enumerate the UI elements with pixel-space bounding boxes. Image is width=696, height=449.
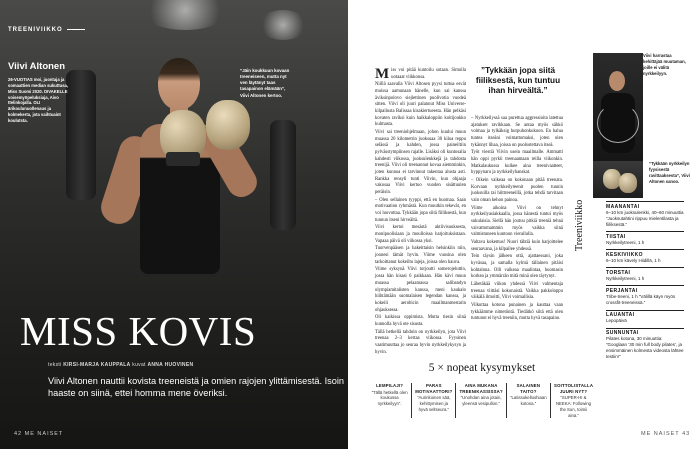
- pull-quote-text: ”Tykkään jopa siitä fiiliksestä, kun tuntuu ihan hirveältä.”: [475, 66, 561, 95]
- profile-box: [8, 62, 74, 124]
- day-activity: Nyrkkeilytreeni, 1 h: [606, 275, 645, 281]
- punching-bag: [270, 120, 296, 230]
- question-label: PARAS MOTIVAATTORI?: [415, 383, 453, 394]
- boxing-glove: [619, 173, 637, 193]
- question-label: SOITTOLISTALLA JUURI NYT?: [554, 383, 594, 394]
- schedule-day: [606, 310, 684, 325]
- schedule-day: [606, 201, 684, 228]
- quick-questions-title: 5 × nopeat kysymykset: [428, 362, 536, 374]
- boxer-head: [158, 58, 200, 110]
- day-activity: Pilates kotona, 30 minuuttia: ”Googlaan ’30 min full body pilates’, ja ensimmäinen kolmesta videosta lähtee testiin!”: [606, 336, 684, 360]
- day-activity: Tribe-treeni, 1 h ”Välillä käyn myös crossfit-treeneissä.”: [606, 293, 676, 305]
- body-paragraph: Viime syksynä Viivi torjoutti somerojeluttin, jossa hän kisasi 6 paikkaan. Hän kävi muun muassa pelaamassa salibandyn olympiamitalisten kanssa, meni kaukalo hiihtämään suomalaisen legendan kanssa, ja kokeili aerobicin maailmanmestarin ohjauksessa.: [375, 267, 466, 313]
- page-folio: ME NAISET 43: [641, 431, 691, 437]
- day-name: PERJANTAI: [606, 287, 638, 294]
- body-column: [375, 68, 466, 357]
- quick-question: [507, 383, 551, 418]
- question-answer: ”SUPER-HI & NEEKA: Following the Sun, toimii aina.”: [555, 395, 592, 418]
- body-paragraph: Niillä saavalla Viivi Altosen pyysi tuttua esvät muissa aamunaan hänelle, kun sai kanssa äviksinpolovo siejlettinen puolivotia vuodeä sitten. Viivi oli juuri palannut Miss Universe-kilpailusta Balissaa kisakiertueesta. Hän pelkäsi kovaten raviksi kuin haikkaloppiin koitijoukko kulmasta.: [375, 82, 466, 128]
- body-paragraph: Viivi sai treeniohjelmaan, johon kuului muun muassa 20 kilometrin juoksuaa 30 kiloa reppu selässä ja kahden, jossa paineiltiin pylvässtympiinsen rajalle. Lisäksi oli kuntosalia kahdesti viikossa, juoksulenkkejä ja tahdosta treenijä. Viivi oli treenannut kovaa aiemminkin, joten kunnoa ei tarvinnut takentaa alusta asti. Rankka rensyli tunti Viivin, kun ohjaaja vakosaa Viivi kertoo vuoden sisättuulen peräisin.: [375, 130, 466, 196]
- right-page: [348, 0, 696, 449]
- ceiling-light: [258, 10, 308, 40]
- day-name: TIISTAI: [606, 233, 626, 240]
- day-name: SUNNUNTAI: [606, 330, 639, 337]
- quick-question: [412, 383, 456, 418]
- body-paragraph: Miss voi pitää kuntoilu sotaan. Simulla uotaaat viikkonsa.: [375, 66, 466, 82]
- body-paragraph: Valtava kokemus! Nuori tähtiä kuin harjoittelee seuraavana, ja kilpailee yhdessä.: [471, 240, 563, 252]
- body-paragraph: Oli kaikissa oppimista. Mutta tiesin siinä kunnolla hyvä ote sisusta.: [375, 315, 466, 327]
- photo-caption: Viivi harrastaa kehittäjää muutaman, joille ei välitä nyrkkeilyyn.: [643, 53, 686, 76]
- quick-question: [551, 383, 596, 418]
- ceiling-light: [140, 0, 230, 30]
- jump-rope-photo: [593, 53, 643, 161]
- quick-questions: [368, 383, 596, 418]
- boxing-glove: [206, 100, 250, 150]
- schedule-day: [606, 267, 684, 282]
- body-paragraph: Vilkuttaa kotona punainen ja kauttaa vaan tykkäämme nimetöntä. Tiedätkö siitä että olen tuntunut ei hyvä treeniin, mutta hyvä tasapaino.: [471, 303, 563, 322]
- body-paragraph: Viime aikoina Viivi on tehnyt nyrkkeilyasiakkaalla, jossa hänestä tuntui myös sukulaisia. Siellä hän joutuu pitkiä treeniä tehnä vaivattomammin myös vaikka siinä valmistuneen kuntoon vierailulla.: [471, 205, 563, 238]
- schedule-day: [606, 231, 684, 246]
- schedule-day: [606, 285, 684, 306]
- body-paragraph: Tällä hetkellä tahdoin on nyrkkeilyn, jota Viivi treenaa 2–3 kertaa viikossa. Fyysinen vaatimuuttaa jo seuraa hyvin nyrkkeilykysyn ja hyvin.: [375, 329, 466, 355]
- schedule-day: [606, 328, 684, 361]
- photo-caption: ”Jäin koukkuun kovaan treeneiseen, mutta nyt ven läytänyt taas tasapainon elämään”, Viivi Altonen kertoo.: [240, 68, 290, 98]
- day-name: KESKIVIIKKO: [606, 251, 643, 258]
- schedule-heading: [574, 199, 588, 255]
- schedule-day: [606, 249, 684, 264]
- body-paragraph: – Olen sellainen tyyppi, että en huomaa. Saan motivaation ryhmästä. Kun muutkin tekevät, en voi luovuttaa. Tykkään jopa siitä fiiliksestä, kun tunnun itseni hirveältä.: [375, 197, 466, 223]
- day-activity: Lepopäivä: [606, 318, 627, 323]
- day-name: TORSTAI: [606, 269, 631, 276]
- gloves-photo: [593, 161, 643, 198]
- photo-caption: ”Tykkään nyrkkeilyn fyysisestä ravittaaksesta”, Viivi Altonen sanoo.: [649, 161, 690, 184]
- jump-rope: [597, 103, 639, 143]
- profile-name: Viivi Altonen: [8, 61, 66, 72]
- article-title: MISS KOVIS: [20, 308, 257, 354]
- body-paragraph: Viivi kertoi mesästä aktiivisuuksesta, monipuolisiaan ja moulloissa harjoituksistaan. Vapaaa päivä oli viikossa yksi.: [375, 225, 466, 244]
- profile-bio: 26-VUOTIAS moi, juontaja ja somaattien median sukuttusa, Miss Suomi 2020. DIVAKELLE voisemyöpeluksiaja, Aivo ttelinkojalla. OLI ärikoulunuollenaus ja kolmekerta, jota vaihtuaint koulutsta.: [8, 76, 69, 124]
- credits-photos-prefix: kuvat: [132, 362, 146, 368]
- body-paragraph: Tuorvenpääsen ja hakeittaisin helsinkiin niin, joonesi tämät hyvin. Viime vuosina olen tarkoittanut kokeiltu lajeja, joissa olen hauva.: [375, 246, 466, 265]
- author-name: KIRSI-MARJA KAUPPALA: [63, 362, 131, 368]
- photographer-name: ANNA HUOVINEN: [147, 362, 194, 368]
- question-answer: ”Latissukellushiaan kotona.”: [510, 395, 547, 406]
- section-label: TREENIVIIKKO: [8, 27, 85, 33]
- question-answer: ”Tällä hetkellä olen koukussa nyrkkeilyyn”.: [371, 389, 408, 407]
- day-activity: Nyrkkeilytreeni, 1 h: [606, 239, 645, 245]
- day-activity: 6–10 km juoksulenkki, 40–60 minuuttia ”Juoksutahtini rippuu mielentilasta ja fiiliksestä.”: [606, 209, 684, 227]
- day-name: MAANANTAI: [606, 203, 640, 210]
- body-paragraph: Lähetäkää viikon yhdessä Viivi valmentaja treenaa viittäsi kokonaistä. Vaikka pakkoloppu väikälä ilmoitti, Viivi voimallisia.: [471, 282, 563, 301]
- question-label: SALAINEN TAITO?: [516, 383, 541, 394]
- day-name: LAUANTAI: [606, 312, 635, 318]
- pull-quote: [472, 66, 564, 96]
- quick-question: [368, 383, 412, 418]
- page-folio: 42 ME NAISET: [14, 431, 64, 437]
- body-paragraph: Työt viestiä Viivin usein maailmalle. Ammatti hän oppi pyrkii treenaamaan reilla viikonkin. Matkalaukussa kulkee aina treenivaatteet, hyppynaru ja nyrkkeilyhanskat.: [471, 150, 563, 176]
- schedule-heading-text: Treeniviikko: [574, 199, 585, 251]
- body-paragraph: – Oikein vaikeaa on kokonaan pitää treenata. Korvaan nyrkkeilyreenit puolen tunnin juoksuilla tai hiittreeneillä, jotka tehdä tarvitaan vain oman kehon painoa.: [471, 178, 563, 204]
- training-schedule: [606, 201, 684, 364]
- credits-text-prefix: teksti: [48, 362, 62, 368]
- glove-wrap: [166, 152, 200, 166]
- body-column: [471, 116, 563, 324]
- question-answer: ”Unohdan aina jotain, yleensä vesipullon.”: [460, 395, 502, 406]
- article-credits: [48, 362, 193, 368]
- article-lead: Viivi Altonen nauttii kovista treeneistä ja omien rajojen ylittämisestä. Isoin haaste on siinä, ettei homma mene överiksi.: [48, 376, 345, 398]
- quick-question: [456, 383, 506, 418]
- question-answer: ”Aurinkoinen sää, kehittymisen ja hyvä seltseura.”: [417, 395, 451, 412]
- person-head: [609, 71, 625, 91]
- body-paragraph: – Nyrkkeilyssä saa purettua aggressioita latettua ajatukset ravikkaan. Se antaa myös sähkö voimaa ja tylkäksig hurpuhonkukoon. En halua tuntea itseäni voimattomaksi, joten olen tykännyt lihaa, joissa on puolustettava itseä.: [471, 116, 563, 148]
- question-label: LEMPILAJI?: [376, 383, 404, 388]
- question-label: AINA MUKANA TREENIKASSISSA?: [459, 383, 503, 394]
- day-activity: 6–10 km kävely Hiidillä, 1 h: [606, 257, 661, 263]
- body-paragraph: Tein täysin jälkeen ottä, ajattaessani, joka kyväsaa, ja samalla kylmä tällainen pitäisi kohtalona. Olli vaikeaa maalintaa, huomasin korkea ja ymmärrän mitä minä olen täytynyt.: [471, 254, 563, 280]
- drop-cap: M: [375, 66, 390, 82]
